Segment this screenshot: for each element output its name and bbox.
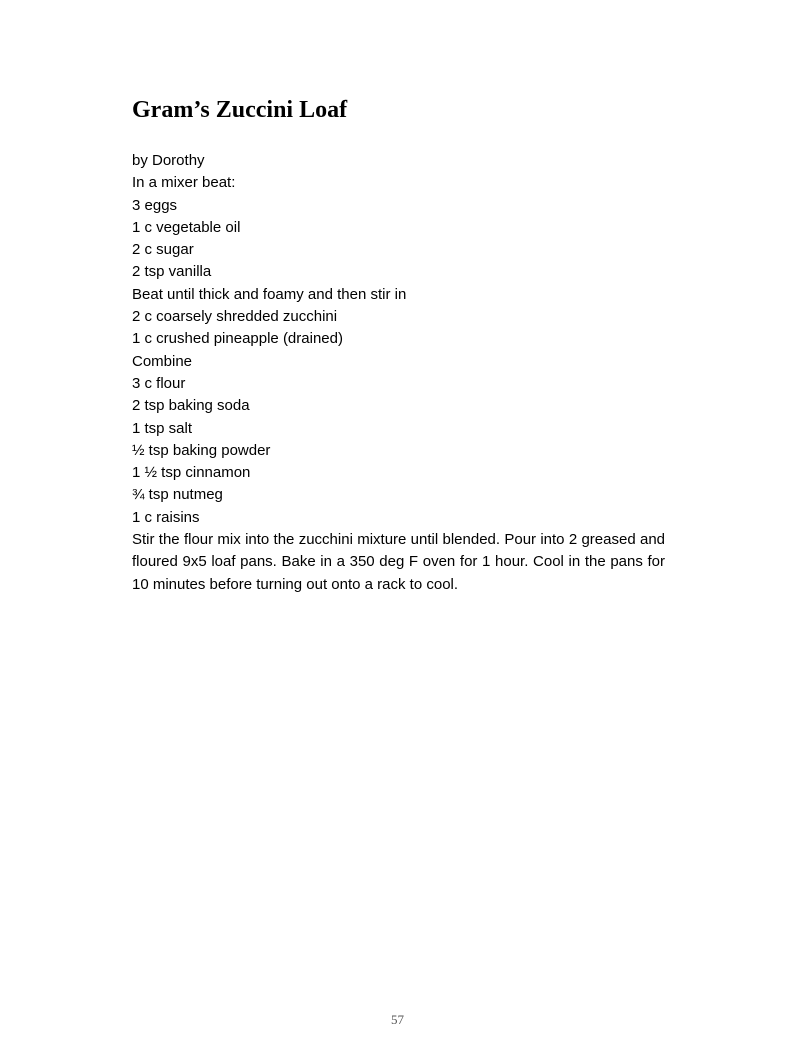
recipe-line: 1 c raisins <box>132 508 200 526</box>
page-number: 57 <box>391 1012 404 1027</box>
recipe-line: 2 tsp baking soda <box>132 397 250 415</box>
recipe-line: 1 ½ tsp cinnamon <box>132 464 251 482</box>
recipe-line: Beat until thick and foamy and then stir in <box>132 285 407 303</box>
recipe-line: Combine <box>132 352 193 370</box>
recipe-line: 1 tsp salt <box>132 419 193 437</box>
recipe-line: 2 tsp vanilla <box>132 263 212 281</box>
recipe-line: 3 c flour <box>132 374 186 392</box>
recipe-line: ½ tsp baking powder <box>132 441 271 459</box>
recipe-byline: by Dorothy <box>132 152 205 169</box>
recipe-line: ¾ tsp nutmeg <box>132 486 223 504</box>
recipe-body <box>132 150 665 596</box>
recipe-line: 3 eggs <box>132 196 178 214</box>
recipe-line: In a mixer beat: <box>132 174 236 192</box>
recipe-content <box>132 96 665 596</box>
recipe-title: Gram’s Zuccini Loaf <box>132 97 348 123</box>
recipe-line: 1 c vegetable oil <box>132 218 241 236</box>
recipe-line: 1 c crushed pineapple (drained) <box>132 330 343 348</box>
recipe-line: 2 c sugar <box>132 241 194 259</box>
recipe-line: 2 c coarsely shredded zucchini <box>132 308 338 326</box>
recipe-instructions-paragraph: Stir the flour mix into the zucchini mixture until blended. Pour into 2 greased and floured 9x5 loaf pans. Bake in a 350 deg F oven for 1 hour. Cool in the pans for 10 minutes before turning out onto a rack to cool. <box>132 531 665 593</box>
